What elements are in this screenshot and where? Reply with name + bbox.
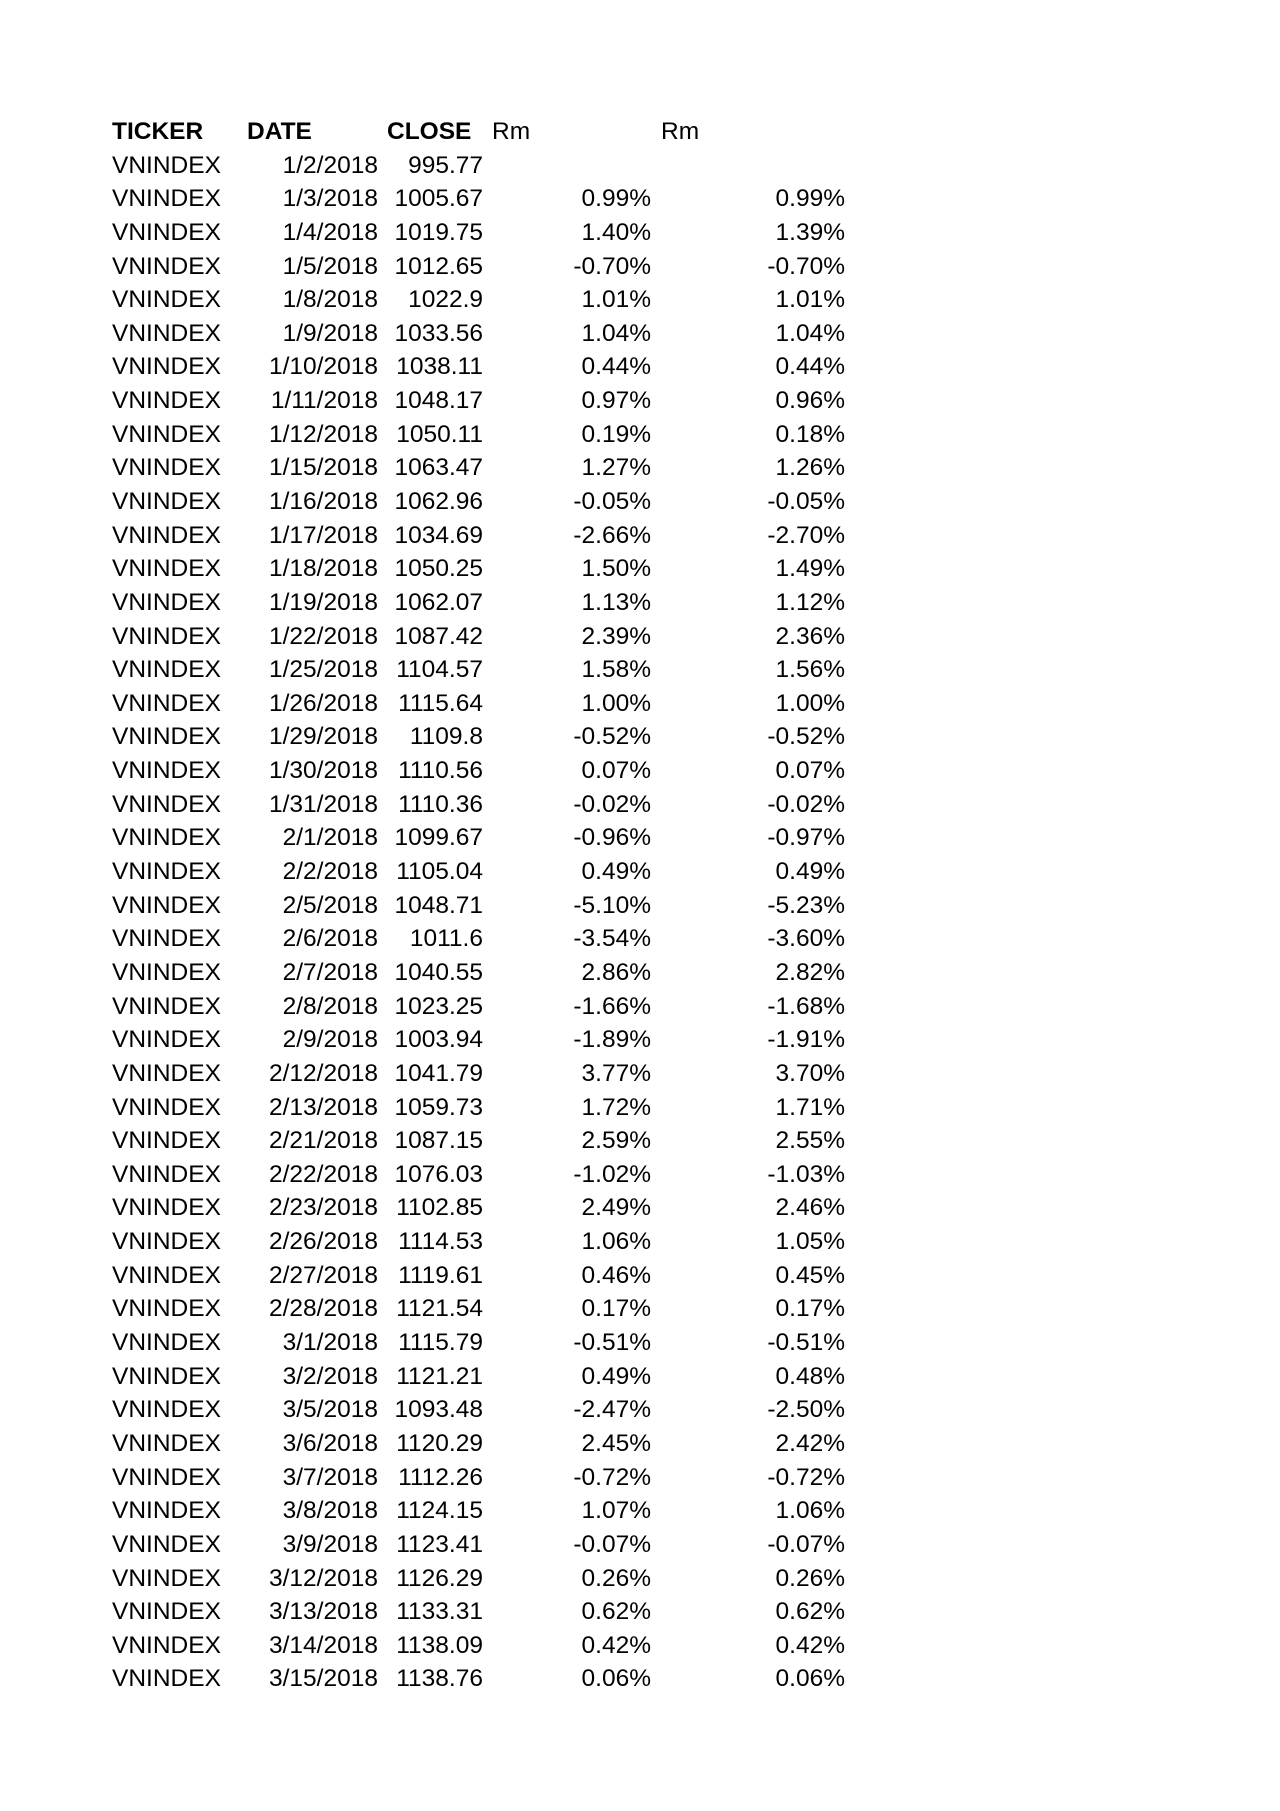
- date-cell: 2/2/2018: [282, 858, 378, 886]
- date-cell: 2/9/2018: [282, 1026, 378, 1054]
- close-cell: 1104.57: [396, 656, 483, 684]
- close-cell: 1040.55: [394, 958, 483, 986]
- table-row: [0, 653, 1280, 687]
- ticker-cell: VNINDEX: [112, 555, 221, 583]
- close-cell: 1019.75: [394, 218, 483, 246]
- rm-1-cell: 1.27%: [581, 454, 651, 482]
- date-cell: 2/1/2018: [282, 824, 378, 852]
- table-row: [0, 1225, 1280, 1259]
- rm-2-cell: 2.46%: [775, 1194, 845, 1222]
- ticker-cell: VNINDEX: [112, 286, 221, 314]
- rm-1-cell: 0.06%: [581, 1665, 651, 1693]
- rm-2-cell: -2.70%: [767, 521, 845, 549]
- close-cell: 1105.04: [396, 858, 483, 886]
- rm-1-cell: 0.97%: [581, 387, 651, 415]
- ticker-cell: VNINDEX: [112, 588, 221, 616]
- ticker-cell: VNINDEX: [112, 622, 221, 650]
- rm-2-cell: 1.56%: [775, 656, 845, 684]
- rm-1-cell: 2.59%: [581, 1127, 651, 1155]
- date-cell: 2/8/2018: [282, 992, 378, 1020]
- rm-1-cell: -0.96%: [573, 824, 651, 852]
- ticker-cell: VNINDEX: [112, 151, 221, 179]
- rm-1-cell: 0.42%: [581, 1631, 651, 1659]
- table-row: [0, 1461, 1280, 1495]
- date-cell: 1/18/2018: [269, 555, 378, 583]
- table-row: [0, 720, 1280, 754]
- ticker-cell: VNINDEX: [112, 1059, 221, 1087]
- ticker-cell: VNINDEX: [112, 790, 221, 818]
- rm-2-cell: 1.26%: [775, 454, 845, 482]
- rm-2-cell: 0.62%: [775, 1598, 845, 1626]
- table-body: [0, 149, 1280, 1696]
- close-cell: 1048.17: [394, 387, 483, 415]
- rm-2-cell: -0.52%: [767, 723, 845, 751]
- rm-2-cell: 0.44%: [775, 353, 845, 381]
- table-row: [0, 317, 1280, 351]
- close-cell: 1041.79: [394, 1059, 483, 1087]
- rm-1-cell: 0.44%: [581, 353, 651, 381]
- table-row: [0, 182, 1280, 216]
- header-close: CLOSE: [387, 118, 472, 145]
- rm-2-cell: -0.07%: [767, 1530, 845, 1558]
- rm-1-cell: -0.70%: [573, 252, 651, 280]
- date-cell: 2/12/2018: [269, 1059, 378, 1087]
- rm-1-cell: 1.01%: [581, 286, 651, 314]
- rm-1-cell: 0.17%: [581, 1295, 651, 1323]
- close-cell: 1087.42: [394, 622, 483, 650]
- close-cell: 1023.25: [394, 992, 483, 1020]
- rm-1-cell: 2.45%: [581, 1429, 651, 1457]
- close-cell: 1099.67: [394, 824, 483, 852]
- ticker-cell: VNINDEX: [112, 252, 221, 280]
- rm-1-cell: 1.72%: [581, 1093, 651, 1121]
- close-cell: 1119.61: [398, 1261, 483, 1289]
- table-row: [0, 1326, 1280, 1360]
- ticker-cell: VNINDEX: [112, 1429, 221, 1457]
- rm-2-cell: 0.07%: [775, 757, 845, 785]
- rm-1-cell: 0.99%: [581, 185, 651, 213]
- rm-2-cell: 2.82%: [775, 958, 845, 986]
- header-date: DATE: [247, 118, 312, 145]
- rm-2-cell: -0.72%: [767, 1463, 845, 1491]
- close-cell: 995.77: [408, 151, 483, 179]
- rm-2-cell: 1.06%: [775, 1497, 845, 1525]
- header-rm-2: Rm: [661, 118, 700, 145]
- date-cell: 3/14/2018: [269, 1631, 378, 1659]
- ticker-cell: VNINDEX: [112, 1228, 221, 1256]
- table-row: [0, 1629, 1280, 1663]
- rm-1-cell: 1.58%: [581, 656, 651, 684]
- rm-1-cell: 0.46%: [581, 1261, 651, 1289]
- date-cell: 1/11/2018: [270, 387, 378, 415]
- rm-1-cell: 2.86%: [581, 958, 651, 986]
- rm-2-cell: -0.97%: [767, 824, 845, 852]
- table-row: [0, 1595, 1280, 1629]
- ticker-cell: VNINDEX: [112, 1194, 221, 1222]
- date-cell: 1/31/2018: [269, 790, 378, 818]
- ticker-cell: VNINDEX: [112, 858, 221, 886]
- table-row: [0, 620, 1280, 654]
- ticker-cell: VNINDEX: [112, 521, 221, 549]
- table-row: [0, 1360, 1280, 1394]
- ticker-cell: VNINDEX: [112, 757, 221, 785]
- ticker-cell: VNINDEX: [112, 1396, 221, 1424]
- rm-2-cell: 0.99%: [775, 185, 845, 213]
- date-cell: 1/30/2018: [269, 757, 378, 785]
- ticker-cell: VNINDEX: [112, 1295, 221, 1323]
- rm-1-cell: 0.07%: [581, 757, 651, 785]
- ticker-cell: VNINDEX: [112, 420, 221, 448]
- close-cell: 1138.76: [396, 1665, 483, 1693]
- close-cell: 1005.67: [394, 185, 483, 213]
- ticker-cell: VNINDEX: [112, 1665, 221, 1693]
- table-row: [0, 1124, 1280, 1158]
- rm-1-cell: 1.06%: [581, 1228, 651, 1256]
- close-cell: 1133.31: [396, 1598, 483, 1626]
- date-cell: 3/7/2018: [282, 1463, 378, 1491]
- ticker-cell: VNINDEX: [112, 824, 221, 852]
- ticker-cell: VNINDEX: [112, 185, 221, 213]
- close-cell: 1063.47: [394, 454, 483, 482]
- ticker-cell: VNINDEX: [112, 992, 221, 1020]
- ticker-cell: VNINDEX: [112, 1127, 221, 1155]
- date-cell: 1/17/2018: [269, 521, 378, 549]
- table-row: [0, 1191, 1280, 1225]
- date-cell: 1/22/2018: [269, 622, 378, 650]
- rm-2-cell: 1.49%: [775, 555, 845, 583]
- rm-1-cell: 0.26%: [581, 1564, 651, 1592]
- rm-2-cell: 0.06%: [775, 1665, 845, 1693]
- ticker-cell: VNINDEX: [112, 1564, 221, 1592]
- rm-1-cell: -1.89%: [573, 1026, 651, 1054]
- ticker-cell: VNINDEX: [112, 1261, 221, 1289]
- table-row: [0, 350, 1280, 384]
- date-cell: 2/6/2018: [282, 925, 378, 953]
- date-cell: 2/13/2018: [269, 1093, 378, 1121]
- ticker-cell: VNINDEX: [112, 1362, 221, 1390]
- data-table: [0, 115, 1280, 1696]
- ticker-cell: VNINDEX: [112, 353, 221, 381]
- table-row: [0, 922, 1280, 956]
- rm-1-cell: -2.66%: [573, 521, 651, 549]
- table-row: [0, 283, 1280, 317]
- table-row: [0, 889, 1280, 923]
- table-row: [0, 216, 1280, 250]
- rm-1-cell: -0.52%: [573, 723, 651, 751]
- close-cell: 1059.73: [394, 1093, 483, 1121]
- rm-1-cell: -0.72%: [573, 1463, 651, 1491]
- close-cell: 1126.29: [396, 1564, 483, 1592]
- close-cell: 1123.41: [396, 1530, 483, 1558]
- table-row: [0, 1427, 1280, 1461]
- rm-2-cell: -5.23%: [767, 891, 845, 919]
- date-cell: 1/9/2018: [282, 319, 378, 347]
- close-cell: 1012.65: [394, 252, 483, 280]
- rm-1-cell: -0.51%: [573, 1329, 651, 1357]
- rm-2-cell: 0.17%: [775, 1295, 845, 1323]
- ticker-cell: VNINDEX: [112, 1093, 221, 1121]
- close-cell: 1120.29: [396, 1429, 483, 1457]
- rm-1-cell: 0.19%: [581, 420, 651, 448]
- rm-2-cell: 1.05%: [775, 1228, 845, 1256]
- date-cell: 2/27/2018: [269, 1261, 378, 1289]
- ticker-cell: VNINDEX: [112, 689, 221, 717]
- table-row: [0, 1562, 1280, 1596]
- ticker-cell: VNINDEX: [112, 925, 221, 953]
- table-row: [0, 418, 1280, 452]
- date-cell: 2/22/2018: [269, 1160, 378, 1188]
- close-cell: 1034.69: [394, 521, 483, 549]
- table-row: [0, 519, 1280, 553]
- ticker-cell: VNINDEX: [112, 1530, 221, 1558]
- rm-1-cell: -3.54%: [573, 925, 651, 953]
- date-cell: 1/5/2018: [282, 252, 378, 280]
- date-cell: 1/25/2018: [269, 656, 378, 684]
- date-cell: 1/26/2018: [269, 689, 378, 717]
- date-cell: 2/7/2018: [282, 958, 378, 986]
- rm-2-cell: 1.12%: [775, 588, 845, 616]
- rm-1-cell: -2.47%: [573, 1396, 651, 1424]
- rm-1-cell: -1.02%: [573, 1160, 651, 1188]
- ticker-cell: VNINDEX: [112, 1631, 221, 1659]
- rm-1-cell: 1.07%: [581, 1497, 651, 1525]
- rm-1-cell: 0.49%: [581, 1362, 651, 1390]
- date-cell: 2/28/2018: [269, 1295, 378, 1323]
- rm-2-cell: 0.49%: [775, 858, 845, 886]
- close-cell: 1110.36: [398, 790, 483, 818]
- close-cell: 1114.53: [398, 1228, 483, 1256]
- close-cell: 1109.8: [409, 723, 483, 751]
- rm-2-cell: 2.36%: [775, 622, 845, 650]
- table-row: [0, 1259, 1280, 1293]
- close-cell: 1033.56: [394, 319, 483, 347]
- table-row: [0, 788, 1280, 822]
- rm-2-cell: -0.02%: [767, 790, 845, 818]
- ticker-cell: VNINDEX: [112, 1160, 221, 1188]
- date-cell: 3/12/2018: [269, 1564, 378, 1592]
- rm-2-cell: 1.01%: [775, 286, 845, 314]
- table-row: [0, 1528, 1280, 1562]
- ticker-cell: VNINDEX: [112, 454, 221, 482]
- close-cell: 1003.94: [394, 1026, 483, 1054]
- ticker-cell: VNINDEX: [112, 488, 221, 515]
- date-cell: 2/23/2018: [269, 1194, 378, 1222]
- close-cell: 1062.07: [394, 588, 483, 616]
- date-cell: 1/3/2018: [282, 185, 378, 213]
- rm-2-cell: 1.00%: [775, 689, 845, 717]
- table-row: [0, 552, 1280, 586]
- date-cell: 3/6/2018: [282, 1429, 378, 1457]
- close-cell: 1050.11: [396, 420, 483, 448]
- date-cell: 3/8/2018: [282, 1497, 378, 1525]
- rm-2-cell: -1.68%: [767, 992, 845, 1020]
- table-row: [0, 855, 1280, 889]
- ticker-cell: VNINDEX: [112, 387, 221, 415]
- rm-2-cell: 2.42%: [775, 1429, 845, 1457]
- date-cell: 1/29/2018: [269, 723, 378, 751]
- date-cell: 1/4/2018: [282, 218, 378, 246]
- rm-1-cell: -1.66%: [573, 992, 651, 1020]
- rm-2-cell: 1.71%: [775, 1093, 845, 1121]
- ticker-cell: VNINDEX: [112, 319, 221, 347]
- date-cell: 3/15/2018: [269, 1665, 378, 1693]
- close-cell: 1121.21: [396, 1362, 483, 1390]
- rm-1-cell: -0.05%: [573, 488, 651, 515]
- rm-1-cell: 2.39%: [581, 622, 651, 650]
- ticker-cell: VNINDEX: [112, 1598, 221, 1626]
- date-cell: 1/15/2018: [269, 454, 378, 482]
- date-cell: 1/8/2018: [282, 286, 378, 314]
- ticker-cell: VNINDEX: [112, 1026, 221, 1054]
- rm-1-cell: 1.04%: [581, 319, 651, 347]
- table-row: [0, 1393, 1280, 1427]
- table-row: [0, 687, 1280, 721]
- close-cell: 1124.15: [396, 1497, 483, 1525]
- table-row: [0, 451, 1280, 485]
- rm-2-cell: -3.60%: [767, 925, 845, 953]
- table-row: [0, 754, 1280, 788]
- date-cell: 1/2/2018: [282, 151, 378, 179]
- rm-2-cell: -2.50%: [767, 1396, 845, 1424]
- rm-2-cell: -0.51%: [767, 1329, 845, 1357]
- date-cell: 1/16/2018: [269, 488, 378, 515]
- table-row: [0, 821, 1280, 855]
- rm-2-cell: -0.70%: [767, 252, 845, 280]
- rm-1-cell: 1.40%: [581, 218, 651, 246]
- rm-2-cell: 0.96%: [775, 387, 845, 415]
- date-cell: 3/1/2018: [282, 1329, 378, 1357]
- date-cell: 3/13/2018: [269, 1598, 378, 1626]
- header-ticker: TICKER: [112, 118, 204, 145]
- close-cell: 1115.64: [398, 689, 483, 717]
- close-cell: 1022.9: [408, 286, 483, 314]
- table-row: [0, 384, 1280, 418]
- rm-2-cell: -1.03%: [767, 1160, 845, 1188]
- close-cell: 1048.71: [394, 891, 483, 919]
- rm-1-cell: -5.10%: [573, 891, 651, 919]
- table-row: [0, 485, 1280, 519]
- header-row: [0, 115, 1280, 149]
- rm-2-cell: -0.05%: [767, 488, 845, 515]
- table-row: [0, 586, 1280, 620]
- table-row: [0, 149, 1280, 183]
- table-row: [0, 990, 1280, 1024]
- close-cell: 1038.11: [396, 353, 483, 381]
- rm-2-cell: 0.48%: [775, 1362, 845, 1390]
- table-row: [0, 1158, 1280, 1192]
- rm-1-cell: 1.13%: [581, 588, 651, 616]
- rm-2-cell: 2.55%: [775, 1127, 845, 1155]
- rm-1-cell: 3.77%: [581, 1059, 651, 1087]
- rm-2-cell: 1.04%: [775, 319, 845, 347]
- rm-1-cell: 2.49%: [581, 1194, 651, 1222]
- close-cell: 1050.25: [394, 555, 483, 583]
- ticker-cell: VNINDEX: [112, 1463, 221, 1491]
- table-row: [0, 1494, 1280, 1528]
- close-cell: 1102.85: [396, 1194, 483, 1222]
- table-row: [0, 1091, 1280, 1125]
- close-cell: 1093.48: [394, 1396, 483, 1424]
- date-cell: 1/12/2018: [269, 420, 378, 448]
- rm-2-cell: 0.45%: [775, 1261, 845, 1289]
- table-row: [0, 1023, 1280, 1057]
- ticker-cell: VNINDEX: [112, 723, 221, 751]
- rm-2-cell: -1.91%: [767, 1026, 845, 1054]
- ticker-cell: VNINDEX: [112, 891, 221, 919]
- close-cell: 1062.96: [394, 488, 483, 515]
- ticker-cell: VNINDEX: [112, 218, 221, 246]
- ticker-cell: VNINDEX: [112, 1329, 221, 1357]
- close-cell: 1115.79: [398, 1329, 483, 1357]
- rm-1-cell: 1.50%: [581, 555, 651, 583]
- date-cell: 2/5/2018: [282, 891, 378, 919]
- date-cell: 3/5/2018: [282, 1396, 378, 1424]
- rm-1-cell: -0.07%: [573, 1530, 651, 1558]
- close-cell: 1011.6: [409, 925, 483, 953]
- close-cell: 1112.26: [398, 1463, 483, 1491]
- table-row: [0, 250, 1280, 284]
- date-cell: 3/2/2018: [282, 1362, 378, 1390]
- date-cell: 3/9/2018: [282, 1530, 378, 1558]
- rm-1-cell: 0.62%: [581, 1598, 651, 1626]
- ticker-cell: VNINDEX: [112, 958, 221, 986]
- close-cell: 1110.56: [398, 757, 483, 785]
- close-cell: 1138.09: [396, 1631, 483, 1659]
- date-cell: 2/21/2018: [269, 1127, 378, 1155]
- rm-2-cell: 0.26%: [775, 1564, 845, 1592]
- close-cell: 1076.03: [394, 1160, 483, 1188]
- table-row: [0, 1292, 1280, 1326]
- ticker-cell: VNINDEX: [112, 1497, 221, 1525]
- table-row: [0, 1662, 1280, 1696]
- close-cell: 1087.15: [394, 1127, 483, 1155]
- table-row: [0, 956, 1280, 990]
- rm-2-cell: 0.18%: [775, 420, 845, 448]
- date-cell: 1/19/2018: [269, 588, 378, 616]
- date-cell: 2/26/2018: [269, 1228, 378, 1256]
- rm-2-cell: 3.70%: [775, 1059, 845, 1087]
- rm-1-cell: -0.02%: [573, 790, 651, 818]
- rm-2-cell: 1.39%: [775, 218, 845, 246]
- rm-1-cell: 1.00%: [581, 689, 651, 717]
- ticker-cell: VNINDEX: [112, 656, 221, 684]
- rm-2-cell: 0.42%: [775, 1631, 845, 1659]
- header-rm-1: Rm: [492, 118, 531, 145]
- date-cell: 1/10/2018: [269, 353, 378, 381]
- table-row: [0, 1057, 1280, 1091]
- rm-1-cell: 0.49%: [581, 858, 651, 886]
- close-cell: 1121.54: [396, 1295, 483, 1323]
